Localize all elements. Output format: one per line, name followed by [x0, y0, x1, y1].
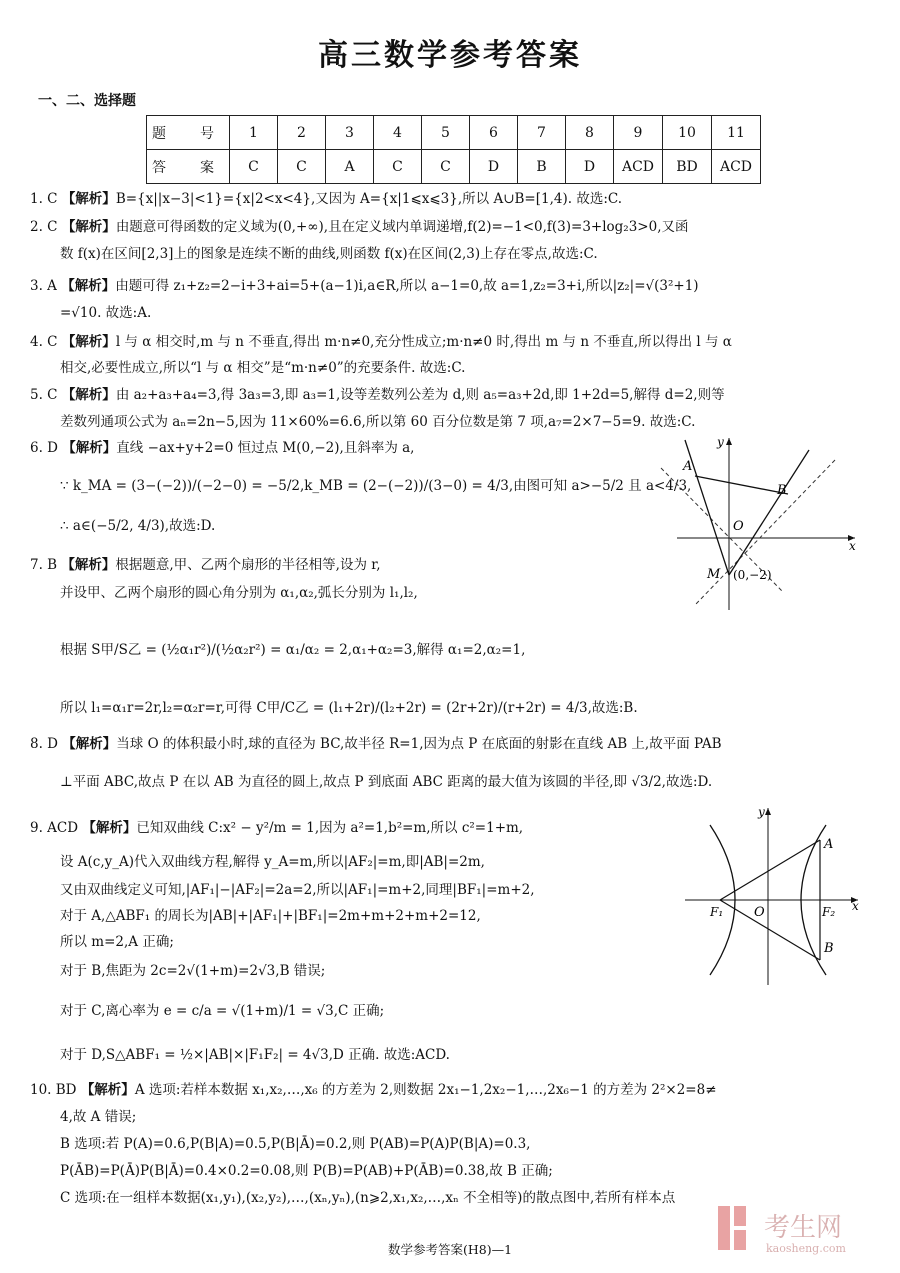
segment-ab [695, 476, 788, 494]
solution-line: ∴ a∈(−5/2, 4/3),故选:D. [60, 518, 216, 534]
dashed-line [695, 460, 835, 605]
answer-cell: A [326, 150, 374, 184]
solution-line: 又由双曲线定义可知,|AF₁|−|AF₂|=2a=2,所以|AF₁|=m+2,同理|BF₁|=m+2, [60, 882, 535, 898]
solution-line: 5. C 【解析】由 a₂+a₃+a₄=3,得 3a₃=3,即 a₃=1,设等差数列公差为 d,则 a₅=a₃+2d,即 1+2d=5,解得 d=2,则等 [30, 387, 725, 403]
answer-table [146, 115, 761, 184]
page-title: 高三数学参考答案 [318, 38, 582, 73]
page-footer: 数学参考答案(H8)—1 [387, 1242, 513, 1257]
y-axis-arrow [726, 438, 732, 445]
label-m-coord: (0,−2) [733, 568, 772, 582]
question-cell: 8 [566, 116, 614, 150]
solution-line: 根据 S甲/S乙 = (½α₁r²)/(½α₂r²) = α₁/α₂ = 2,α₁+α₂=3,解得 α₁=2,α₂=1, [60, 642, 526, 658]
answer-row [147, 150, 761, 184]
solution-line: B 选项:若 P(A)=0.6,P(B|A)=0.5,P(B|Ā)=0.2,则 P(AB)=P(A)P(B|A)=0.3, [60, 1136, 531, 1152]
solution-line: 9. ACD 【解析】已知双曲线 C:x² − y²/m = 1,因为 a²=1,b²=m,所以 c²=1+m, [30, 820, 524, 836]
answer-cell: BD [663, 150, 712, 184]
label-a: A [824, 837, 834, 852]
label-x: x [849, 539, 856, 553]
solution-line: 对于 C,离心率为 e = c/a = √(1+m)/1 = √3,C 正确; [60, 1003, 385, 1019]
answer-header: 答 案 [147, 150, 230, 184]
solution-line: 4. C 【解析】l 与 α 相交时,m 与 n 不垂直,得出 m·n≠0,充分性成立;m·n≠0 时,得出 m 与 n 不垂直,所以得出 l 与 α [30, 334, 732, 350]
answer-cell: ACD [614, 150, 663, 184]
question-cell: 5 [422, 116, 470, 150]
solution-line: 对于 D,S△ABF₁ = ½×|AB|×|F₁F₂| = 4√3,D 正确. 故选:ACD. [60, 1047, 450, 1063]
solution-line: P(ĀB)=P(Ā)P(B|Ā)=0.4×0.2=0.08,则 P(B)=P(AB)+P(ĀB)=0.38,故 B 正确; [60, 1163, 553, 1179]
label-a: A [683, 459, 693, 474]
solution-line: =√10. 故选:A. [60, 305, 152, 321]
y-axis-arrow [765, 808, 771, 815]
watermark-text: 考生网 [764, 1213, 843, 1243]
solution-line: 7. B 【解析】根据题意,甲、乙两个扇形的半径相等,设为 r, [30, 557, 381, 573]
answer-cell: D [566, 150, 614, 184]
solution-line: 并设甲、乙两个扇形的圆心角分别为 α₁,α₂,弧长分别为 l₁,l₂, [60, 585, 418, 601]
answer-cell: C [374, 150, 422, 184]
solution-line: 2. C 【解析】由题意可得函数的定义域为(0,+∞),且在定义域内单调递增,f(2)=−1<0,f(3)=3+log₂3>0,又函 [30, 219, 689, 235]
label-o: O [754, 905, 765, 920]
solution-line: 相交,必要性成立,所以“l 与 α 相交”是“m·n≠0”的充要条件. 故选:C. [60, 360, 466, 376]
solution-line: 所以 m=2,A 正确; [60, 934, 174, 950]
label-b: B [777, 483, 787, 498]
answer-cell: ACD [712, 150, 761, 184]
solution-line: 4,故 A 错误; [60, 1109, 137, 1125]
label-f1: F₁ [710, 905, 724, 919]
answer-cell: C [422, 150, 470, 184]
question-cell: 9 [614, 116, 663, 150]
answer-cell: D [470, 150, 518, 184]
solution-line: C 选项:在一组样本数据(x₁,y₁),(x₂,y₂),…,(xₙ,yₙ),(n⩾2,x₁,x₂,…,xₙ 不全相等)的散点图中,若所有样本点 [60, 1190, 676, 1206]
solution-line: 数 f(x)在区间[2,3]上的图象是连续不断的曲线,则函数 f(x)在区间(2,3)上存在零点,故选:C. [60, 246, 598, 262]
figure-q6 [655, 430, 865, 615]
solution-line: 对于 A,△ABF₁ 的周长为|AB|+|AF₁|+|BF₁|=2m+m+2+m+2=12, [60, 908, 481, 924]
section-heading: 一、二、选择题 [38, 93, 136, 109]
solution-line: 差数列通项公式为 aₙ=2n−5,因为 11×60%=6.6,所以第 60 百分位数是第 7 项,a₇=2×7−5=9. 故选:C. [60, 414, 696, 430]
solution-line: 设 A(c,y_A)代入双曲线方程,解得 y_A=m,所以|AF₂|=m,即|AB|=2m, [60, 854, 485, 870]
label-y: y [758, 805, 765, 819]
figure-q9 [680, 800, 865, 990]
answer-cell: C [278, 150, 326, 184]
question-cell: 4 [374, 116, 422, 150]
solution-line: 10. BD 【解析】A 选项:若样本数据 x₁,x₂,…,x₆ 的方差为 2,则数据 2x₁−1,2x₂−1,…,2x₆−1 的方差为 2²×2=8≠ [30, 1082, 717, 1098]
solution-line: ⊥平面 ABC,故点 P 在以 AB 为直径的圆上,故点 P 到底面 ABC 距离的最大值为该圆的半径,即 √3/2,故选:D. [60, 774, 713, 790]
question-header: 题 号 [147, 116, 230, 150]
question-cell: 6 [470, 116, 518, 150]
question-row [147, 116, 761, 150]
solution-line: 对于 B,焦距为 2c=2√(1+m)=2√3,B 错误; [60, 963, 326, 979]
question-cell: 7 [518, 116, 566, 150]
solution-line: 3. A 【解析】由题可得 z₁+z₂=2−i+3+ai=5+(a−1)i,a∈R,所以 a−1=0,故 a=1,z₂=3+i,所以|z₂|=√(3²+1) [30, 278, 699, 294]
solution-line: 8. D 【解析】当球 O 的体积最小时,球的直径为 BC,故半径 R=1,因为点 P 在底面的射影在直线 AB 上,故平面 PAB [30, 736, 722, 752]
label-m: M [707, 567, 721, 582]
line-mb [729, 450, 809, 575]
solution-line: ∵ k_MA = (3−(−2))/(−2−0) = −5/2,k_MB = (2−(−2))/(3−0) = 4/3,由图可知 a>−5/2 且 a<4/3, [60, 478, 692, 494]
solution-line: 1. C 【解析】B={x||x−3|<1}={x|2<x<4},又因为 A={x|1⩽x⩽3},所以 A∪B=[1,4). 故选:C. [30, 191, 623, 207]
solution-line: 所以 l₁=α₁r=2r,l₂=α₂r=r,可得 C甲/C乙 = (l₁+2r)/(l₂+2r) = (2r+2r)/(r+2r) = 4/3,故选:B. [60, 700, 638, 716]
question-cell: 3 [326, 116, 374, 150]
label-o: O [733, 519, 744, 534]
question-cell: 11 [712, 116, 761, 150]
solution-line: 6. D 【解析】直线 −ax+y+2=0 恒过点 M(0,−2),且斜率为 a, [30, 440, 415, 456]
question-cell: 2 [278, 116, 326, 150]
answer-cell: B [518, 150, 566, 184]
label-y: y [717, 435, 724, 449]
question-cell: 1 [230, 116, 278, 150]
label-x: x [852, 899, 859, 913]
label-f2: F₂ [822, 905, 836, 919]
answer-cell: C [230, 150, 278, 184]
label-b: B [824, 941, 834, 956]
question-cell: 10 [663, 116, 712, 150]
watermark-url: kaosheng.com [766, 1242, 846, 1255]
